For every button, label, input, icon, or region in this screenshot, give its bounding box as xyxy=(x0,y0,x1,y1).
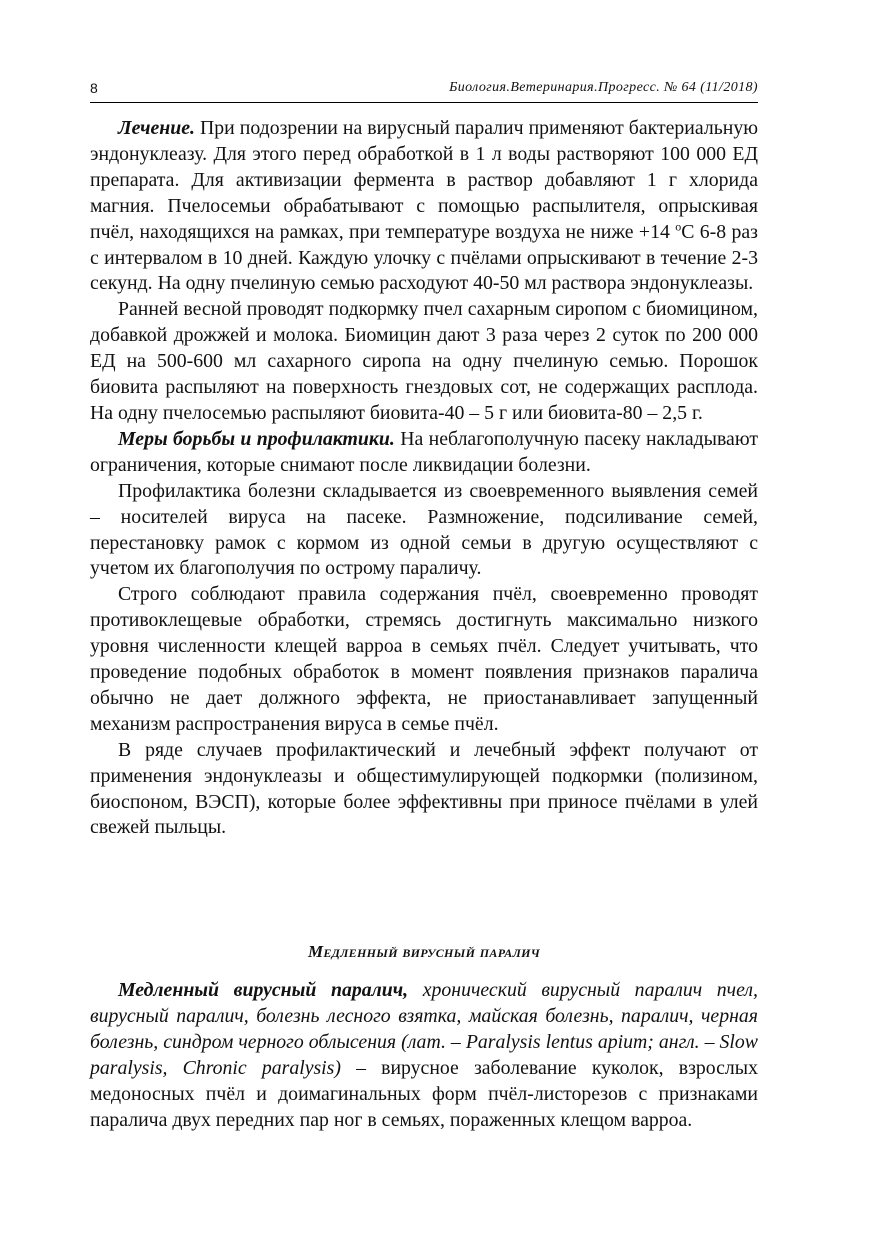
prevention-text: Профилактика болезни складывается из своевременного выявления семей – носителей вируса на пасеке. Размножение, подсиливание семей, перестановку рамок с кормом из одной семьи в другую осуществляют с учетом их благополучия по острому параличу. xyxy=(90,479,758,580)
section-title: Медленный вирусный паралич xyxy=(307,942,541,961)
treatment-heading: Лечение. xyxy=(118,117,195,139)
degree-mark: о xyxy=(675,219,682,234)
main-text xyxy=(90,116,758,841)
paragraph-treatment xyxy=(90,116,758,297)
page-number: 8 xyxy=(90,80,98,96)
running-header xyxy=(90,78,758,103)
paragraph-feeding xyxy=(90,297,758,427)
definition-term: Медленный вирусный паралич, xyxy=(118,979,409,1001)
control-text: На неблагополучную пасеку накладывают ограничения, которые снимают после ликвидации болезни. xyxy=(90,427,758,476)
control-heading: Меры борьбы и профилактики. xyxy=(118,427,395,450)
treatment-text-tail: С 6-8 раз с интервалом в 10 дней. Каждую улочку с пчёлами опрыскивают в течение 2-3 секунд. На одну пчелиную семью расходуют 40-50 мл раствора эндонуклеазы. xyxy=(90,220,758,295)
definition-synonyms: хронический вирусный паралич пчел, вирусный паралич, болезнь лесного взятка, майская болезнь, паралич, черная болезнь, синдром черного облысения (лат. – Paralysis lentus apium; англ. – Slow paralysis, Chronic paralysis) xyxy=(90,979,758,1079)
feeding-text: Ранней весной проводят подкормку пчел сахарным сиропом с биомицином, добавкой дрожжей и молока. Биомицин дают 3 раза через 2 суток по 200 000 ЕД на 500-600 мл сахарного сиропа на одну пчелиную семью. Порошок биовита распыляют на поверхность гнездовых сот, не содержащих расплода. На одну пчелосемью распыляют биовита-40 – 5 г или биовита-80 – 2,5 г. xyxy=(90,298,758,424)
effect-text: В ряде случаев профилактический и лечебный эффект получают от применения эндонуклеазы и общестимулирующей подкормки (полизином, биоспоном, ВЭСП), которые более эффективны при приносе пчёлами в улей свежей пыльцы. xyxy=(90,738,758,839)
paragraph-rules xyxy=(90,582,758,737)
paragraph-effect xyxy=(90,738,758,842)
rules-text: Строго соблюдают правила содержания пчёл, своевременно проводят противоклещевые обработки, стремясь достигнуть максимально низкого уровня численности клещей варроа в семьях пчёл. Следует учитывать, что проведение подобных обработок в момент появления признаков паралича обычно не дает должного эффекта, не приостанавливает запущенный механизм распространения вируса в семье пчёл. xyxy=(90,583,758,735)
paragraph-prevention xyxy=(90,479,758,583)
paragraph-definition xyxy=(90,978,758,1133)
journal-title: Биология.Ветеринария.Прогресс. № 64 (11/2018) xyxy=(449,80,758,95)
paragraph-control xyxy=(90,427,758,479)
section-text xyxy=(90,978,758,1133)
definition-text: – вирусное заболевание куколок, взрослых медоносных пчёл и доимагинальных форм пчёл-листорезов с признаками паралича двух передних пар ног в семьях, пораженных клещом варроа. xyxy=(90,1056,758,1131)
treatment-text: При подозрении на вирусный паралич применяют бактериальную эндонуклеазу. Для этого перед обработкой в 1 л воды растворяют 100 000 ЕД препарата. Для активизации фермента в раствор добавляют 1 г хлорида магния. Пчелосемьи обрабатывают с помощью распылителя, опрыскивая пчёл, находящихся на рамках, при температуре воздуха не ниже +14 xyxy=(90,117,758,243)
